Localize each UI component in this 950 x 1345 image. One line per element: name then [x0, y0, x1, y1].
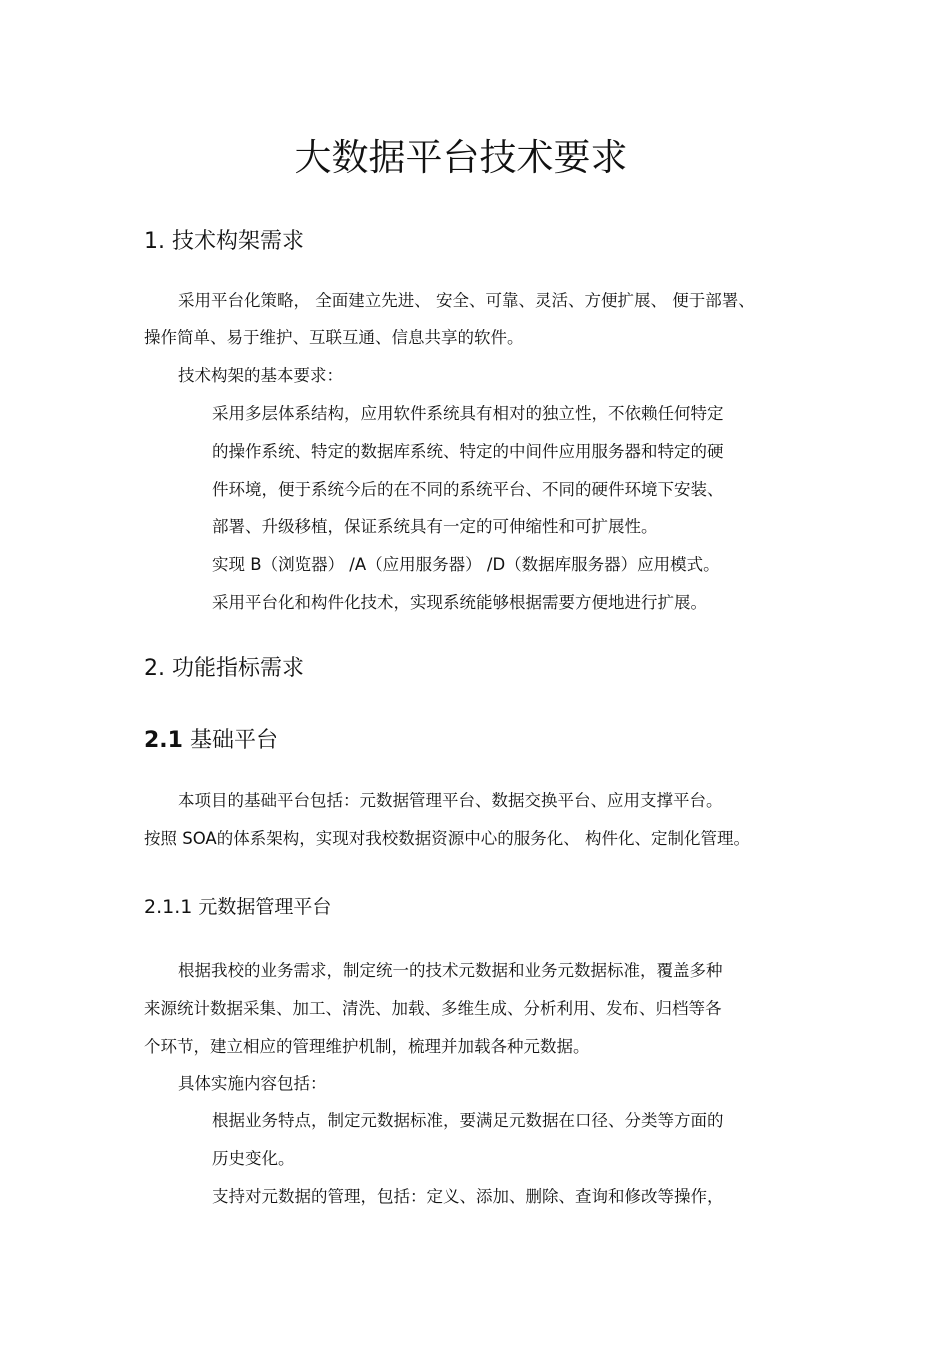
document-title: 大数据平台技术要求	[294, 136, 628, 179]
section-heading-1: 1. 技术构架需求	[144, 229, 304, 254]
paragraph-line: 采用平台化策略， 全面建立先进、 安全、可靠、灵活、方便扩展、 便于部署、	[178, 291, 755, 310]
content-item-line: 支持对元数据的管理，包括：定义、添加、删除、查询和修改等操作，	[212, 1187, 724, 1206]
content-label: 具体实施内容包括：	[178, 1074, 327, 1093]
subsection-number: 2.1	[144, 728, 183, 753]
requirement-line: 采用多层体系结构，应用软件系统具有相对的独立性，不依赖任何特定	[212, 404, 724, 423]
requirement-line: 部署、升级移植，保证系统具有一定的可伸缩性和可扩展性。	[212, 517, 658, 536]
paragraph-line: 本项目的基础平台包括：元数据管理平台、数据交换平台、应用支撑平台。	[178, 791, 723, 810]
subsection-heading-2-1	[144, 728, 278, 754]
paragraph-line: 个环节，建立相应的管理维护机制，梳理并加载各种元数据。	[144, 1037, 590, 1056]
content-item-line: 根据业务特点，制定元数据标准，要满足元数据在口径、分类等方面的	[212, 1111, 724, 1130]
paragraph-line: 操作简单、易于维护、互联互通、信息共享的软件。	[144, 328, 524, 347]
requirement-line: 的操作系统、特定的数据库系统、特定的中间件应用服务器和特定的硬	[212, 442, 724, 461]
requirement-line: 采用平台化和构件化技术，实现系统能够根据需要方便地进行扩展。	[212, 593, 707, 612]
paragraph-line: 按照 SOA的体系架构，实现对我校数据资源中心的服务化、 构件化、定制化管理。	[144, 829, 750, 848]
requirement-line: 实现 B（浏览器） /A（应用服务器） /D（数据库服务器）应用模式。	[212, 555, 720, 574]
subsection-heading-2-1-1: 2.1.1 元数据管理平台	[144, 896, 332, 918]
content-item-line: 历史变化。	[212, 1149, 295, 1168]
paragraph-line: 根据我校的业务需求，制定统一的技术元数据和业务元数据标准，覆盖多种	[178, 961, 723, 980]
subsection-title: 基础平台	[189, 728, 278, 753]
paragraph-line: 来源统计数据采集、加工、清洗、加载、多维生成、分析利用、发布、归档等各	[144, 999, 722, 1018]
section-heading-2: 2. 功能指标需求	[144, 656, 304, 681]
basic-requirements-label: 技术构架的基本要求：	[178, 366, 343, 385]
requirement-line: 件环境，便于系统今后的在不同的系统平台、不同的硬件环境下安装、	[212, 480, 724, 499]
